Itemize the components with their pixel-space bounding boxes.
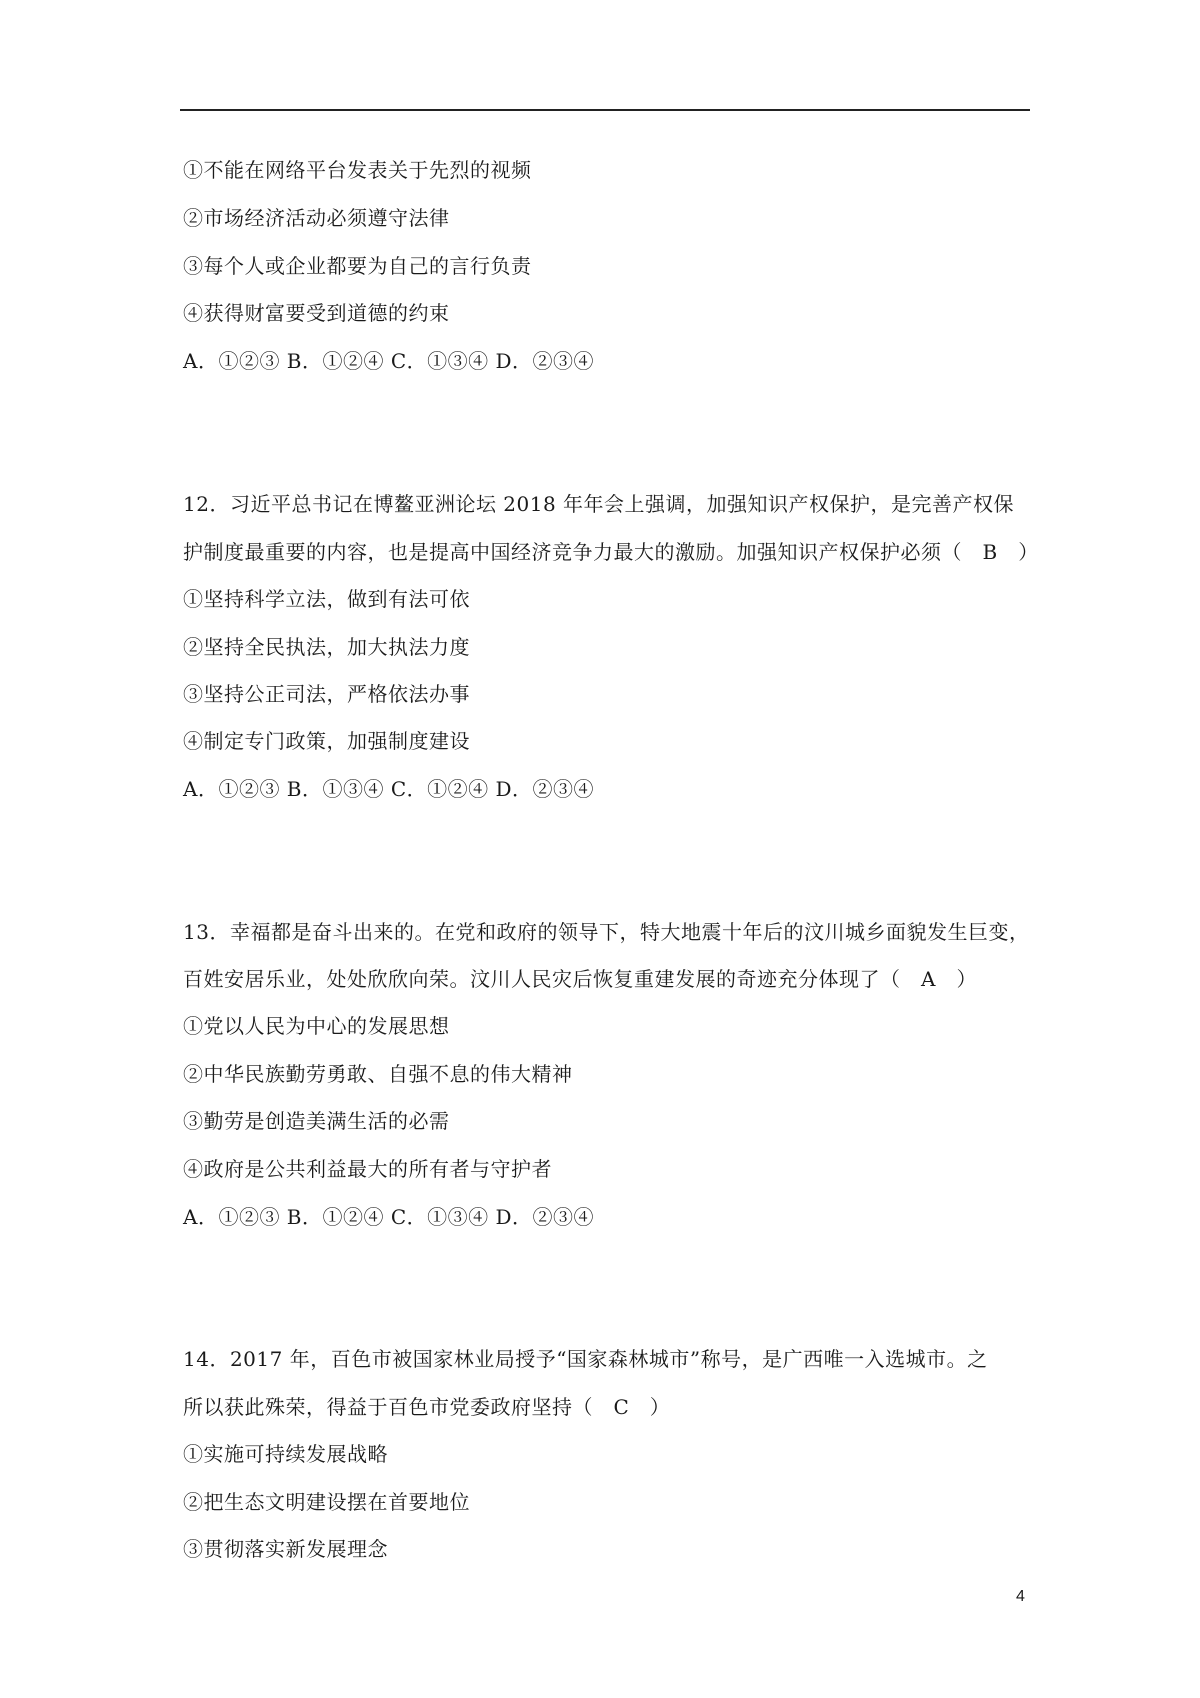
page-number: 4 (1016, 1588, 1025, 1605)
q13-stem-line-2: 百姓安居乐业，处处欣欣向荣。汶川人民灾后恢复重建发展的奇迹充分体现了（ A ） (183, 967, 977, 991)
q13-option-4: ④政府是公共利益最大的所有者与守护者 (183, 1157, 552, 1181)
q14-option-2: ②把生态文明建设摆在首要地位 (183, 1490, 470, 1514)
header-rule (180, 109, 1030, 111)
q13-option-2: ②中华民族勤劳勇敢、自强不息的伟大精神 (183, 1062, 573, 1086)
q14-stem-line-2: 所以获此殊荣，得益于百色市党委政府坚持（ C ） (183, 1395, 671, 1419)
q14-option-3: ③贯彻落实新发展理念 (183, 1537, 388, 1561)
q12-choices: A．①②③ B．①③④ C．①②④ D．②③④ (183, 777, 595, 801)
q11-option-2: ②市场经济活动必须遵守法律 (183, 206, 450, 230)
q13-option-3: ③勤劳是创造美满生活的必需 (183, 1109, 450, 1133)
q11-option-4: ④获得财富要受到道德的约束 (183, 301, 450, 325)
q12-stem-line-2: 护制度最重要的内容，也是提高中国经济竞争力最大的激励。加强知识产权保护必须（ B ） (183, 540, 1039, 564)
q13-option-1: ①党以人民为中心的发展思想 (183, 1014, 450, 1038)
q12-option-4: ④制定专门政策，加强制度建设 (183, 729, 470, 753)
q13-choices: A．①②③ B．①②④ C．①③④ D．②③④ (183, 1205, 595, 1229)
q11-option-1: ①不能在网络平台发表关于先烈的视频 (183, 158, 532, 182)
q14-option-1: ①实施可持续发展战略 (183, 1442, 388, 1466)
q11-option-3: ③每个人或企业都要为自己的言行负责 (183, 254, 532, 278)
q11-choices: A．①②③ B．①②④ C．①③④ D．②③④ (183, 349, 595, 373)
q12-option-2: ②坚持全民执法，加大执法力度 (183, 635, 470, 659)
q13-stem-line-1: 13．幸福都是奋斗出来的。在党和政府的领导下，特大地震十年后的汶川城乡面貌发生巨变， (183, 920, 1030, 944)
q12-option-3: ③坚持公正司法，严格依法办事 (183, 682, 470, 706)
q14-stem-line-1: 14．2017 年，百色市被国家林业局授予“国家森林城市”称号，是广西唯一入选城市。之 (183, 1347, 988, 1371)
q12-stem-line-1: 12．习近平总书记在博鳌亚洲论坛 2018 年年会上强调，加强知识产权保护，是完善产权保 (183, 492, 1015, 516)
q12-option-1: ①坚持科学立法，做到有法可依 (183, 587, 470, 611)
